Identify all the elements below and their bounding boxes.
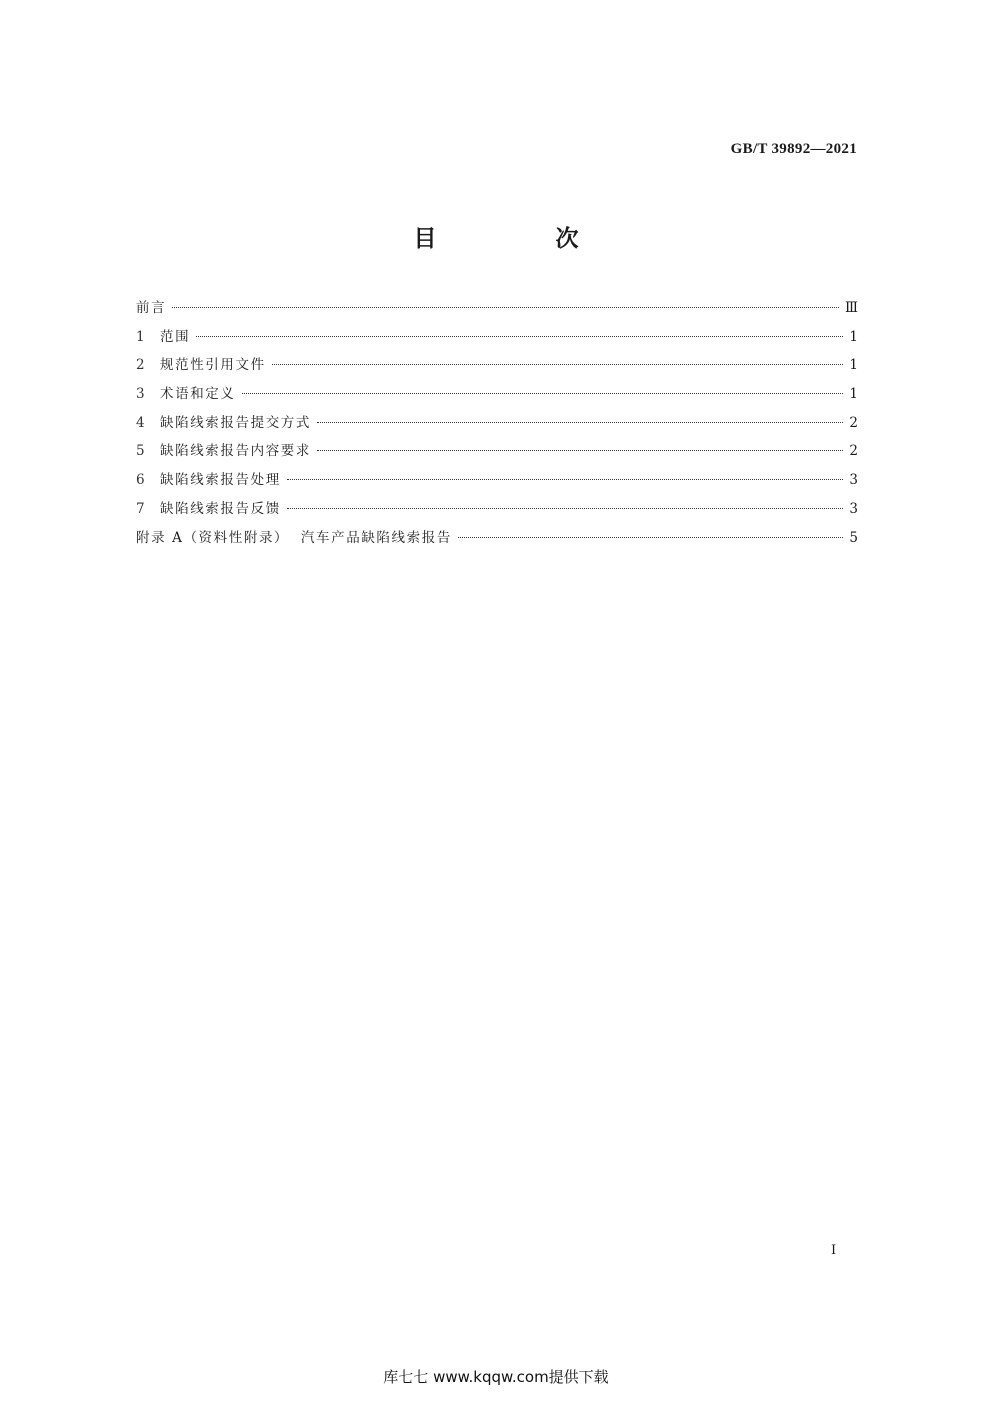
toc-entry[interactable]: [136, 325, 858, 354]
toc-entry-number: 5: [136, 443, 145, 460]
toc-entry-page: 3: [849, 500, 858, 517]
toc-leader-dots: [317, 450, 843, 451]
toc-entry-page: 1: [849, 357, 858, 374]
toc-entry[interactable]: [136, 439, 858, 468]
toc-entry[interactable]: [136, 468, 858, 497]
toc-leader-dots: [317, 422, 843, 423]
toc-entry-label: 范围: [160, 328, 191, 345]
toc-entry-label: 缺陷线索报告处理: [160, 472, 281, 489]
toc-entry[interactable]: [136, 497, 858, 526]
toc-entry-page: 2: [849, 443, 858, 460]
toc-leader-dots: [272, 364, 844, 365]
standard-code: GB/T 39892—2021: [730, 141, 857, 157]
toc-entry-label: 术语和定义: [160, 386, 236, 403]
toc-entry[interactable]: [136, 296, 858, 325]
toc-entry[interactable]: [136, 526, 858, 555]
toc-entry-label: 缺陷线索报告内容要求: [160, 443, 311, 460]
page-number: I: [831, 1243, 837, 1258]
toc-entry-page: 2: [849, 414, 858, 431]
toc-entry-label: 前言: [136, 300, 167, 316]
toc-entry-number: 7: [136, 500, 145, 517]
toc-entry-label: 缺陷线索报告反馈: [160, 500, 281, 517]
toc-leader-dots: [172, 307, 839, 308]
toc-entry-number: 3: [136, 386, 145, 403]
toc-leader-dots: [458, 537, 843, 538]
toc-entry-number: 2: [136, 357, 145, 374]
toc-entry-label: 规范性引用文件: [160, 357, 266, 374]
toc-entry[interactable]: [136, 411, 858, 440]
toc-leader-dots: [196, 336, 843, 337]
toc-entry[interactable]: [136, 382, 858, 411]
page-title: 目 次: [413, 226, 627, 252]
table-of-contents: [136, 296, 858, 554]
toc-entry-page: 1: [849, 386, 858, 403]
toc-entry-label: 附录 A（资料性附录） 汽车产品缺陷线索报告: [136, 529, 452, 546]
toc-entry-page: Ⅲ: [844, 300, 858, 316]
toc-leader-dots: [242, 393, 844, 394]
toc-entry-page: 3: [849, 472, 858, 489]
toc-entry-number: 6: [136, 472, 145, 489]
toc-entry-page: 1: [849, 328, 858, 345]
toc-leader-dots: [287, 508, 844, 509]
footer-watermark: 库七七 www.kqqw.com提供下载: [383, 1368, 609, 1386]
toc-entry-number: 1: [136, 328, 145, 345]
toc-entry-number: 4: [136, 414, 145, 431]
toc-entry-page: 5: [849, 529, 858, 546]
toc-leader-dots: [287, 479, 844, 480]
toc-entry-label: 缺陷线索报告提交方式: [160, 414, 311, 431]
toc-entry[interactable]: [136, 353, 858, 382]
